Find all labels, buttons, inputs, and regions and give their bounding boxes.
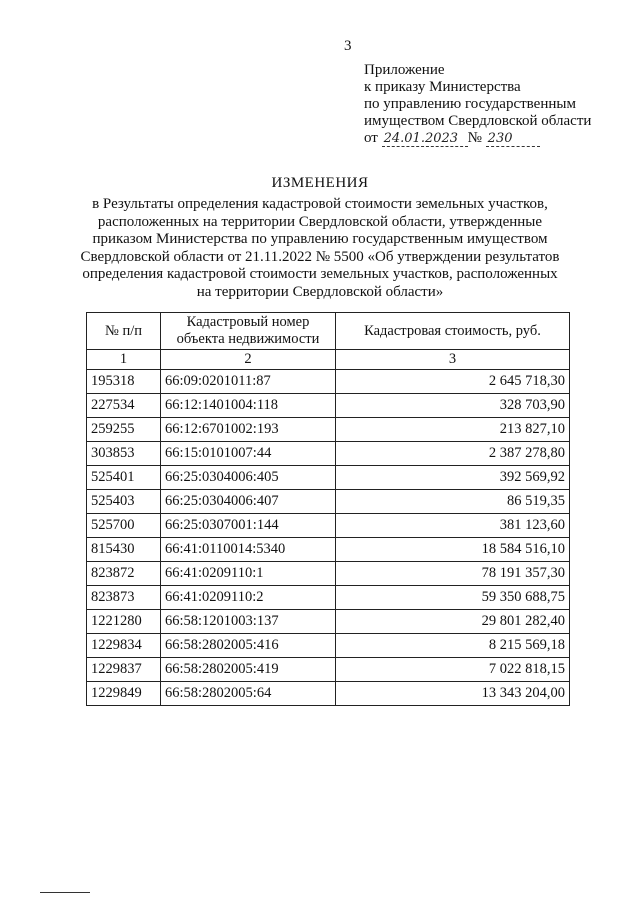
appendix-order-line: [364, 130, 591, 147]
document-subtitle: в Результаты определения кадастровой стоимости земельных участков, расположенных на территории Свердловской области, утвержденные приказом Министерства по управлению государственным имуществом Свердловской области от 21.11.2022 № 5500 «Об утверждении результатов определения кадастровой стоимости земельных участков, расположенных на территории Свердловской области»: [80, 196, 560, 300]
page-number: 3: [344, 38, 352, 54]
row-cadastral-value: 392 569,92: [336, 466, 570, 490]
row-cadastral-number: 66:09:0201011:87: [161, 370, 336, 394]
column-number: 3: [336, 350, 570, 370]
row-cadastral-number: 66:12:1401004:118: [161, 394, 336, 418]
row-index: 259255: [87, 418, 161, 442]
footnote-separator: [40, 892, 90, 893]
column-number: 2: [161, 350, 336, 370]
row-cadastral-value: 59 350 688,75: [336, 586, 570, 610]
row-cadastral-value: 328 703,90: [336, 394, 570, 418]
row-cadastral-number: 66:41:0110014:5340: [161, 538, 336, 562]
row-cadastral-number: 66:25:0304006:405: [161, 466, 336, 490]
row-cadastral-number: 66:58:2802005:416: [161, 634, 336, 658]
table-row: [87, 370, 570, 394]
row-index: 1229849: [87, 682, 161, 706]
table-row: [87, 514, 570, 538]
row-cadastral-value: 381 123,60: [336, 514, 570, 538]
cadastral-table: [86, 312, 570, 706]
row-cadastral-number: 66:58:2802005:64: [161, 682, 336, 706]
table-row: [87, 562, 570, 586]
table-row: [87, 634, 570, 658]
table-body: [87, 370, 570, 706]
row-cadastral-number: 66:25:0304006:407: [161, 490, 336, 514]
handwritten-date: 24.01.2023: [382, 132, 468, 147]
row-cadastral-number: 66:25:0307001:144: [161, 514, 336, 538]
table-row: [87, 490, 570, 514]
appendix-block: [364, 62, 591, 147]
table-header-row: [87, 313, 570, 350]
table-row: [87, 658, 570, 682]
appendix-line-4: имуществом Свердловской области: [364, 113, 592, 129]
row-cadastral-number: 66:58:2802005:419: [161, 658, 336, 682]
table-row: [87, 682, 570, 706]
table-row: [87, 610, 570, 634]
table-row: [87, 394, 570, 418]
row-cadastral-value: 2 645 718,30: [336, 370, 570, 394]
handwritten-number: 230: [486, 132, 540, 147]
header-cadastral-value: Кадастровая стоимость, руб.: [336, 313, 570, 350]
row-index: 227534: [87, 394, 161, 418]
row-cadastral-value: 7 022 818,15: [336, 658, 570, 682]
row-index: 303853: [87, 442, 161, 466]
column-number-row: [87, 350, 570, 370]
row-cadastral-value: 78 191 357,30: [336, 562, 570, 586]
from-label: от: [364, 130, 378, 146]
table-row: [87, 442, 570, 466]
header-cadastral-number: Кадастровый номер объекта недвижимости: [161, 313, 336, 350]
row-cadastral-number: 66:41:0209110:2: [161, 586, 336, 610]
row-index: 525700: [87, 514, 161, 538]
row-cadastral-value: 13 343 204,00: [336, 682, 570, 706]
header-index: № п/п: [87, 313, 161, 350]
table-row: [87, 418, 570, 442]
appendix-line-3: по управлению государственным: [364, 96, 576, 112]
row-cadastral-value: 18 584 516,10: [336, 538, 570, 562]
row-cadastral-number: 66:41:0209110:1: [161, 562, 336, 586]
row-index: 525403: [87, 490, 161, 514]
row-cadastral-value: 29 801 282,40: [336, 610, 570, 634]
appendix-line-2: к приказу Министерства: [364, 79, 521, 95]
row-index: 525401: [87, 466, 161, 490]
row-cadastral-number: 66:12:6701002:193: [161, 418, 336, 442]
table-row: [87, 538, 570, 562]
row-cadastral-number: 66:58:1201003:137: [161, 610, 336, 634]
column-number: 1: [87, 350, 161, 370]
row-index: 823872: [87, 562, 161, 586]
row-index: 195318: [87, 370, 161, 394]
row-cadastral-value: 8 215 569,18: [336, 634, 570, 658]
row-index: 815430: [87, 538, 161, 562]
row-cadastral-value: 2 387 278,80: [336, 442, 570, 466]
table-row: [87, 466, 570, 490]
row-cadastral-value: 86 519,35: [336, 490, 570, 514]
appendix-line-1: Приложение: [364, 62, 445, 78]
row-index: 1229834: [87, 634, 161, 658]
row-index: 823873: [87, 586, 161, 610]
table-row: [87, 586, 570, 610]
number-label: №: [467, 130, 482, 146]
row-index: 1229837: [87, 658, 161, 682]
row-cadastral-value: 213 827,10: [336, 418, 570, 442]
row-cadastral-number: 66:15:0101007:44: [161, 442, 336, 466]
row-index: 1221280: [87, 610, 161, 634]
document-title: ИЗМЕНЕНИЯ: [271, 175, 369, 191]
